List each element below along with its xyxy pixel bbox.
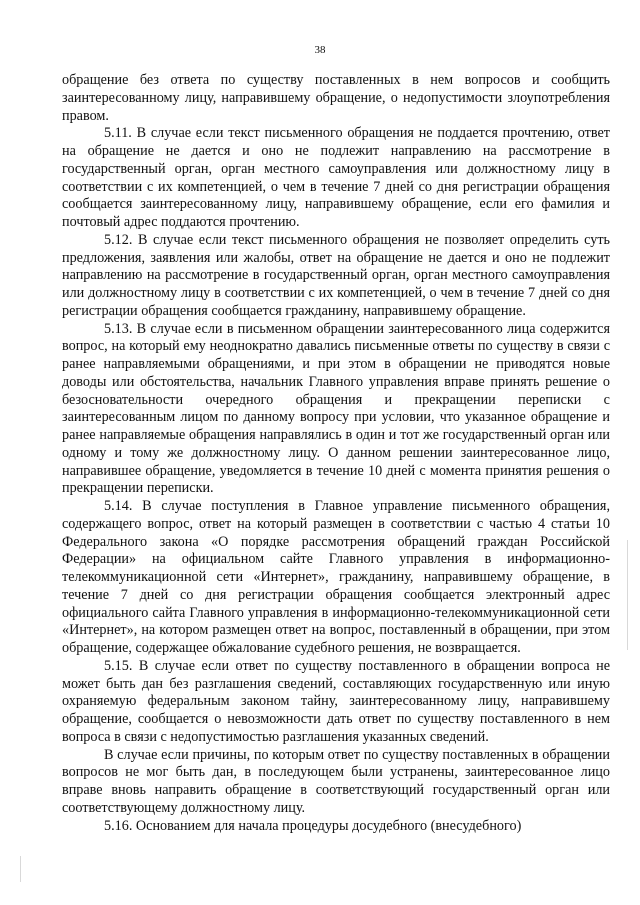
paragraph-5-13: 5.13. В случае если в письменном обращении заинтересованного лица содержится вопрос, на который ему неоднократно давались письменные ответы по существу в связи с ранее направляемыми обращениями, и при этом в обращении не приводятся новые доводы или обстоятельства, начальник Главного управления вправе принять решение о безосновательности очередного обращения и прекращении переписки с заинтересованным лицом по данному вопросу при условии, что указанное обращение и ранее направляемые обращения направлялись в один и тот же государственный орган или одному и тому же должностному лицу. О данном решении заинтересованное лицо, направившее обращение, уведомляется в течение 10 дней с момента принятия решения о прекращении переписки. — [62, 320, 610, 497]
scan-mark — [20, 856, 21, 882]
paragraph-5-15-continued: В случае если причины, по которым ответ по существу поставленных в обращении вопросов не мог быть дан, в последующем были устранены, заинтересованное лицо вправе вновь направить обращение в соответствующий государственный орган или соответствующему должностному лицу. — [62, 746, 610, 816]
paragraph-5-14: 5.14. В случае поступления в Главное управление письменного обращения, содержащего вопрос, ответ на который размещен в соответствии с частью 4 статьи 10 Федерального закона «О порядке рассмотрения обращений граждан Российской Федерации» на официальном сайте Главного управления в информационно-телекоммуникационной сети «Интернет», гражданину, направившему обращение, в течение 7 дней со дня регистрации обращения сообщается электронный адрес официального сайта Главного управления в информационно-телекоммуникационной сети «Интернет», на котором размещен ответ на вопрос, поставленный в обращении, при этом обращение, содержащее обжалование судебного решения, не возвращается. — [62, 498, 610, 656]
paragraph-continuation: обращение без ответа по существу поставленных в нем вопросов и сообщить заинтересованному лицу, направившему обращение, о недопустимости злоупотребления правом. — [62, 72, 610, 124]
paragraph-5-12: 5.12. В случае если текст письменного обращения не позволяет определить суть предложения, заявления или жалобы, ответ на обращение не дается и оно не подлежит направлению на рассмотрение в государственный орган, орган местного самоуправления или должностному лицу в соответствии с их компетенцией, о чем в течение 7 дней со дня регистрации обращения сообщается гражданину, направившему обращение. — [62, 231, 610, 319]
scan-mark — [627, 540, 628, 650]
paragraph-5-16: 5.16. Основанием для начала процедуры досудебного (внесудебного) — [104, 817, 522, 834]
paragraph-5-15: 5.15. В случае если ответ по существу поставленного в обращении вопроса не может быть дан без разглашения сведений, составляющих государственную или иную охраняемую федеральным законом тайну, заинтересованному лицу, направившему обращение, сообщается о невозможности дать ответ по существу поставленного в нем вопроса в связи с недопустимостью разглашения указанных сведений. — [62, 657, 610, 745]
page-number: 38 — [314, 44, 326, 56]
page-body — [62, 72, 610, 835]
paragraph-5-11: 5.11. В случае если текст письменного обращения не поддается прочтению, ответ на обращение не дается и оно не подлежит направлению на рассмотрение в государственный орган, орган местного самоуправления или должностному лицу в соответствии с их компетенцией, о чем в течение 7 дней со дня регистрации обращения сообщается заинтересованному лицу, направившему обращение, если его фамилия и почтовый адрес поддаются прочтению. — [62, 125, 610, 230]
